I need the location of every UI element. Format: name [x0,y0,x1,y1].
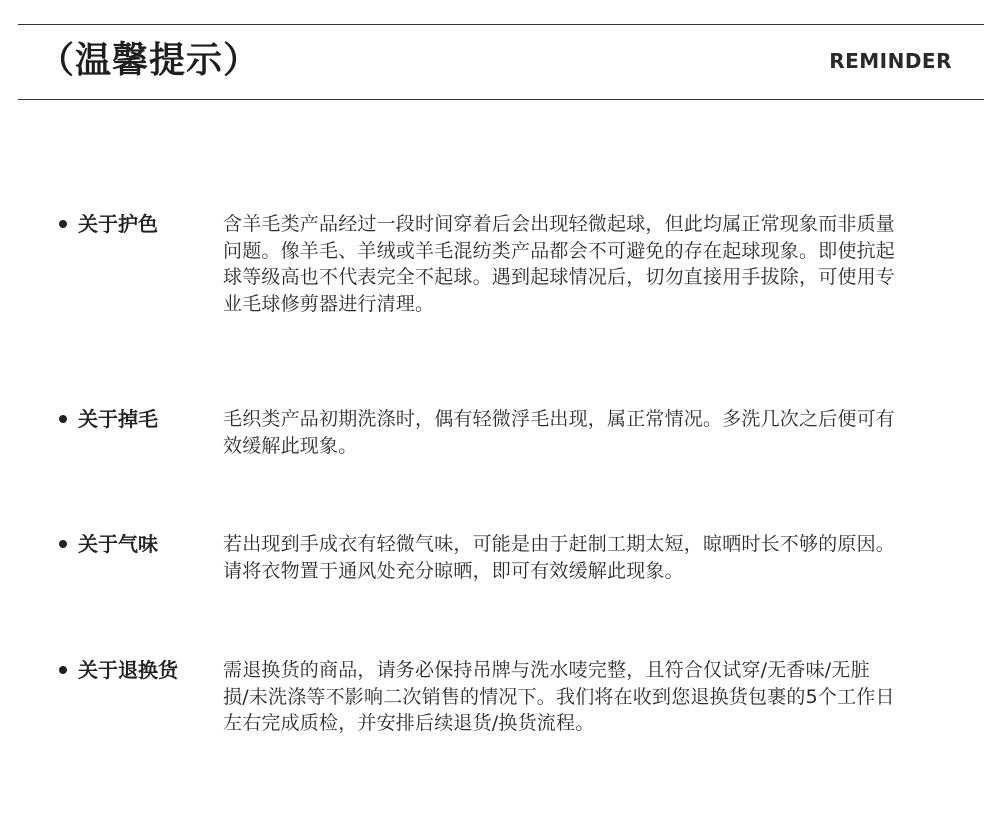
notice-body: 含羊毛类产品经过一段时间穿着后会出现轻微起球，但此均属正常现象而非质量问题。像羊毛、羊绒或羊毛混纺类产品都会不可避免的存在起球现象。即使抗起球等级高也不代表完全不起球。遇到起球情况后，切勿直接用手拔除，可使用专业毛球修剪器进行清理。 [223,213,896,315]
notice-label-text: 关于护色 [78,212,158,236]
notice-label-text: 关于气味 [78,532,158,556]
notice-label [59,211,158,237]
notice-label-text: 关于退换货 [78,658,178,682]
notice-label [59,531,158,557]
bullet-icon [59,415,67,423]
reminder-header [18,24,984,100]
bullet-icon [59,666,67,674]
notice-body: 若出现到手成衣有轻微气味，可能是由于赶制工期太短，晾晒时长不够的原因。请将衣物置于通风处充分晾晒，即可有效缓解此现象。 [223,533,896,582]
notice-label-text: 关于掉毛 [78,407,158,431]
notice-label [59,406,158,432]
bullet-icon [59,220,67,228]
page-title: （温馨提示） [38,40,261,81]
notice-body: 毛织类产品初期洗涤时，偶有轻微浮毛出现，属正常情况。多洗几次之后便可有效缓解此现象。 [223,408,896,457]
notice-body: 需退换货的商品，请务必保持吊牌与洗水唛完整，且符合仅试穿/无香味/无脏损/未洗涤等不影响二次销售的情况下。我们将在收到您退换货包裹的5个工作日左右完成质检，并安排后续退货/换货流程。 [223,659,895,734]
notice-label [59,657,178,683]
page-subtitle: REMINDER [829,49,952,73]
bullet-icon [59,540,67,548]
